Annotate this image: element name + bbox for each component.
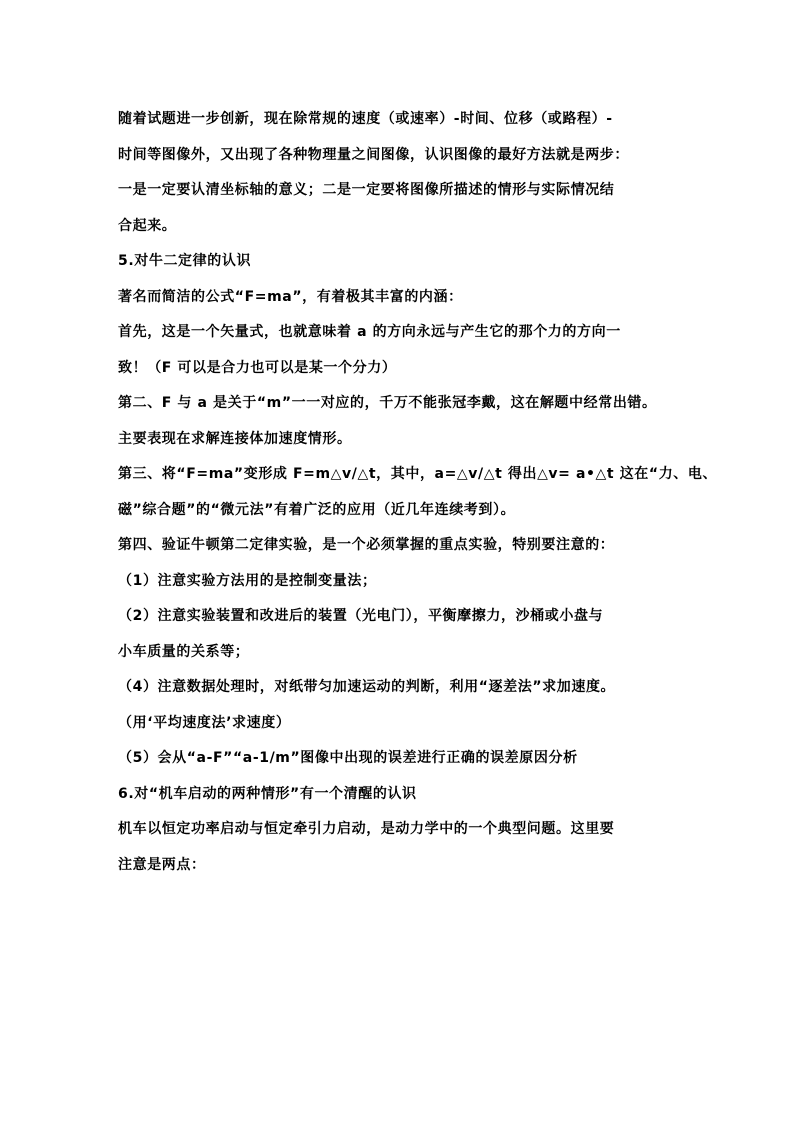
paragraph-line: 致！（F 可以是合力也可以是某一个分力） — [118, 359, 397, 376]
section-heading: 6.对“机车启动的两种情形”有一个清醒的认识 — [118, 785, 417, 802]
paragraph-line: 主要表现在求解连接体加速度情形。 — [118, 430, 352, 447]
list-item: （1）注意实验方法用的是控制变量法； — [118, 572, 377, 589]
document-body — [118, 102, 718, 883]
paragraph-line: 一是一定要认清坐标轴的意义；二是一定要将图像所描述的情形与实际情况结 — [118, 182, 615, 198]
paragraph-line: 时间等图像外，又出现了各种物理量之间图像，认识图像的最好方法就是两步： — [118, 146, 629, 163]
paragraph-line: 随着试题进一步创新，现在除常规的速度（或速率）-时间、位移（或路程）- — [118, 111, 613, 127]
paragraph-line: 第三、将“F=ma”变形成 F=m△v/△t，其中，a=△v/△t 得出△v= a•△t 这在“力、电、 — [118, 466, 718, 482]
paragraph-line: （用‘平均速度法’求速度） — [118, 714, 291, 731]
paragraph-line: 第二、F 与 a 是关于“m”一一对应的，千万不能张冠李戴，这在解题中经常出错。 — [118, 395, 657, 411]
paragraph-line: 注意是两点： — [118, 856, 206, 873]
list-item: （2）注意实验装置和改进后的装置（光电门），平衡摩擦力，沙桶或小盘与 — [118, 608, 604, 624]
paragraph-line: 小车质量的关系等； — [118, 643, 250, 660]
paragraph-line: 合起来。 — [118, 217, 177, 234]
list-item: （5）会从“a-F”“a-1/m”图像中出现的误差进行正确的误差原因分析 — [118, 750, 578, 766]
list-item: （4）注意数据处理时，对纸带匀加速运动的判断，利用“逐差法”求加速度。 — [118, 679, 616, 695]
section-heading: 5.对牛二定律的认识 — [118, 253, 252, 269]
paragraph-line: 第四、验证牛顿第二定律实验，是一个必须掌握的重点实验，特别要注意的： — [118, 537, 615, 553]
paragraph-line: 机车以恒定功率启动与恒定牵引力启动，是动力学中的一个典型问题。这里要 — [118, 821, 615, 837]
paragraph-line: 著名而简洁的公式“F=ma”，有着极其丰富的内涵： — [118, 288, 463, 305]
paragraph-line: 首先，这是一个矢量式，也就意味着 a 的方向永远与产生它的那个力的方向一 — [118, 324, 621, 340]
paragraph-line: 磁”综合题”的“微元法”有着广泛的应用（近几年连续考到）。 — [118, 501, 516, 518]
